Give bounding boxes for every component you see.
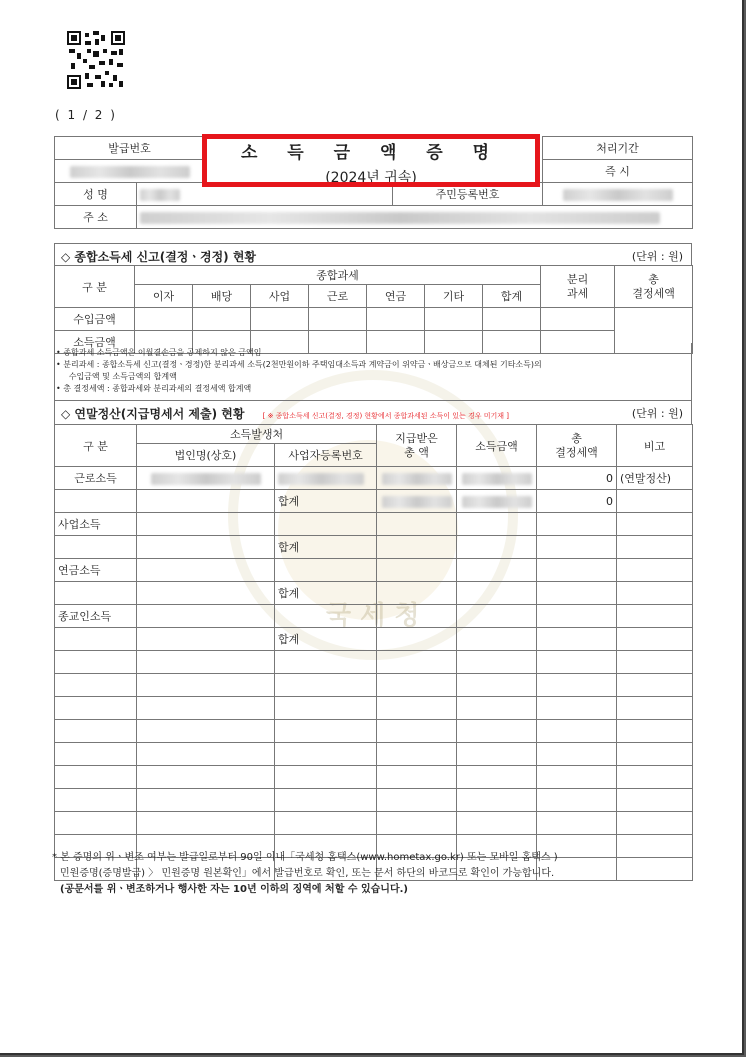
remark-value: (연말정산) <box>617 467 693 490</box>
s2-source-header: 소득발생처 <box>137 425 377 444</box>
section2-header <box>54 400 692 424</box>
s1-subcol: 연금 <box>367 285 425 308</box>
s1-subcol: 근로 <box>309 285 367 308</box>
section1-table <box>54 265 693 354</box>
sum-label: 합계 <box>275 628 377 651</box>
document-subtitle: (2024년 귀속) <box>325 170 417 186</box>
s1-subcol: 기타 <box>425 285 483 308</box>
s1-row-label: 소득금액 <box>55 331 135 354</box>
footer-line1: * 본 증명의 위ㆍ변조 여부는 발급일로부터 90일 이내「국세청 홈택스(www.hometax.go.kr) 또는 모바일 홈택스 ) <box>52 852 558 863</box>
section2-warning: [ ※ 종합소득세 신고(결정, 경정) 현황에서 종합과세된 소득이 있는 경우 미기재 ] <box>262 412 509 420</box>
s1-subcol: 사업 <box>251 285 309 308</box>
section2-title: ◇ 연말정산(지급명세서 제출) 현황 <box>61 407 245 421</box>
s1-subcol: 이자 <box>135 285 193 308</box>
name-label: 성 명 <box>55 183 137 206</box>
section1-header <box>54 243 692 265</box>
s1-row-label: 수입금액 <box>55 308 135 331</box>
note-line: • 분리과세 : 종합소득세 신고(결정ㆍ경정)한 분리과세 소득(2천만원이하 주택임대소득과 계약금이 위약금ㆍ배상금으로 대체된 기타소득)의 <box>56 360 542 369</box>
document-title: 소 득 금 액 증 명 <box>240 143 502 163</box>
paid-sum-value <box>377 490 457 513</box>
s2-income-header: 소득금액 <box>457 425 537 467</box>
highlight-box <box>202 134 540 187</box>
section2-table <box>54 424 693 881</box>
processing-value: 즉 시 <box>543 160 693 183</box>
s2-gubun-header: 구 분 <box>55 425 137 467</box>
note-line: • 종합과세 소득금액은 이월결손금을 공제하지 않은 금액임 <box>56 348 262 357</box>
income-value <box>457 467 537 490</box>
sum-label: 합계 <box>275 582 377 605</box>
address-value <box>137 206 693 229</box>
s2-paid-header: 지급받은 총 액 <box>377 425 457 467</box>
footer-notice <box>52 850 558 898</box>
s2-remark-header: 비고 <box>617 425 693 467</box>
section1-notes <box>56 347 542 395</box>
qr-code <box>67 31 125 89</box>
section1-unit: (단위 : 원) <box>631 250 683 263</box>
footer-line2: 민원증명(증명발급) 〉 민원증명 원본확인」에서 발급번호로 확인, 또는 문서 하단의 바코드로 확인이 가능합니다. <box>60 868 555 879</box>
corp-name-value <box>137 467 275 490</box>
s2-category: 사업소득 <box>55 513 137 536</box>
s2-tax-header: 총 결정세액 <box>537 425 617 467</box>
sum-label: 합계 <box>275 490 377 513</box>
paid-value <box>377 467 457 490</box>
s1-gubun-header: 구 분 <box>55 266 135 308</box>
s2-bizno-header: 사업자등록번호 <box>275 444 377 467</box>
sum-label: 합계 <box>275 536 377 559</box>
note-line: • 총 결정세액 : 종합과세와 분리과세의 결정세액 합계액 <box>56 384 252 393</box>
tax-value: 0 <box>537 467 617 490</box>
income-sum-value <box>457 490 537 513</box>
note-line: 수입금액 및 소득금액의 합계액 <box>56 372 177 381</box>
rrn-value <box>543 183 693 206</box>
issue-no-value <box>55 160 205 183</box>
s1-subcol: 배당 <box>193 285 251 308</box>
watermark-text: 국 세 청 <box>326 601 420 631</box>
rrn-label: 주민등록번호 <box>393 183 543 206</box>
s1-separate-header: 분리 과세 <box>541 266 615 308</box>
processing-label: 처리기간 <box>543 137 693 160</box>
section2-unit: (단위 : 원) <box>631 407 683 420</box>
tax-sum-value: 0 <box>537 490 617 513</box>
section1-title: ◇ 종합소득세 신고(결정ㆍ경정) 현황 <box>61 250 257 264</box>
s1-subcol: 합계 <box>483 285 541 308</box>
s2-category: 연금소득 <box>55 559 137 582</box>
bizno-value <box>275 467 377 490</box>
issue-no-label: 발급번호 <box>55 137 205 160</box>
footer-line3: (공문서를 위ㆍ변조하거나 행사한 자는 10년 이하의 징역에 처할 수 있습니다.) <box>60 884 408 895</box>
s1-total-tax-header: 총 결정세액 <box>615 266 693 308</box>
s1-comprehensive-header: 종합과세 <box>135 266 541 285</box>
s2-category: 근로소득 <box>55 467 137 490</box>
s2-category: 종교인소득 <box>55 605 137 628</box>
page-number: ( 1 / 2 ) <box>55 108 117 122</box>
s2-corp-header: 법인명(상호) <box>137 444 275 467</box>
address-label: 주 소 <box>55 206 137 229</box>
